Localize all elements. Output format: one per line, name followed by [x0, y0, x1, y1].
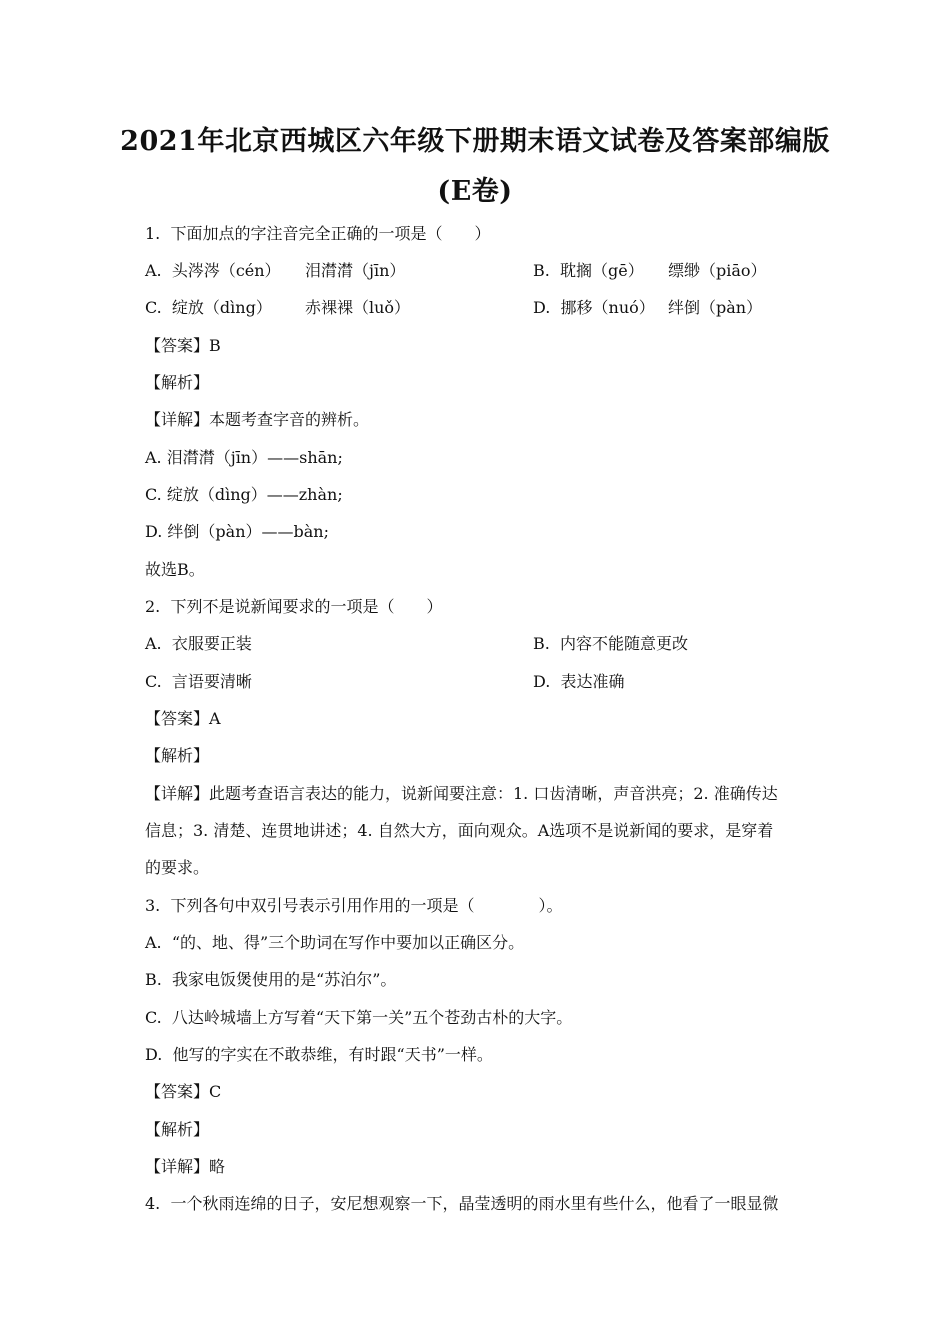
question-1-stem: 1. 下面加点的字注音完全正确的一项是（ ） — [145, 224, 491, 243]
q1-option-b1: B. 耽搁（gē） — [533, 261, 644, 280]
q3-answer: 【答案】C — [145, 1082, 222, 1101]
q2-option-b: B. 内容不能随意更改 — [533, 634, 689, 653]
q2-option-d: D. 表达准确 — [533, 672, 625, 691]
q3-option-a: A. “的、地、得”三个助词在写作中要加以正确区分。 — [145, 933, 525, 952]
q2-detail-2: 信息；3. 清楚、连贯地讲述；4. 自然大方，面向观众。A选项不是说新闻的要求，是穿着 — [145, 821, 774, 840]
title-line-1: 2021年北京西城区六年级下册期末语文试卷及答案部编版 — [120, 126, 830, 157]
q1-detail-d: D. 绊倒（pàn）——bàn; — [145, 522, 329, 541]
q1-analysis: 【解析】 — [145, 373, 210, 392]
q1-option-c2: 赤裸裸（luǒ） — [305, 298, 411, 317]
q1-option-a2: 泪潸潸（jīn） — [305, 261, 406, 280]
q1-option-d2: 绊倒（pàn） — [668, 298, 763, 317]
q1-option-d1: D. 挪移（nuó） — [533, 298, 655, 317]
q1-option-b2: 缥缈（piāo） — [668, 261, 767, 280]
q1-answer: 【答案】B — [145, 336, 221, 355]
q1-detail-a: A. 泪潸潸（jīn）——shān; — [145, 448, 343, 467]
q3-detail: 【详解】略 — [145, 1157, 226, 1176]
question-3-stem: 3. 下列各句中双引号表示引用作用的一项是（ ）。 — [145, 896, 563, 915]
q1-conclusion: 故选B。 — [145, 560, 205, 579]
q3-option-c: C. 八达岭城墙上方写着“天下第一关”五个苍劲古朴的大字。 — [145, 1008, 573, 1027]
q1-option-c1: C. 绽放（dìng） — [145, 298, 272, 317]
q2-detail-1: 【详解】此题考查语言表达的能力，说新闻要注意：1. 口齿清晰，声音洪亮；2. 准确传达 — [145, 784, 778, 803]
title-line-2: (E卷) — [437, 176, 513, 207]
q2-option-c: C. 言语要清晰 — [145, 672, 252, 691]
q1-option-a1: A. 头涔涔（cén） — [145, 261, 281, 280]
question-4-stem: 4. 一个秋雨连绵的日子，安尼想观察一下，晶莹透明的雨水里有些什么，他看了一眼显微 — [145, 1194, 779, 1213]
q2-answer: 【答案】A — [145, 709, 221, 728]
q3-option-d: D. 他写的字实在不敢恭维，有时跟“天书”一样。 — [145, 1045, 493, 1064]
q3-analysis: 【解析】 — [145, 1120, 210, 1139]
q2-option-a: A. 衣服要正装 — [145, 634, 252, 653]
q3-option-b: B. 我家电饭煲使用的是“苏泊尔”。 — [145, 970, 397, 989]
q1-detail-c: C. 绽放（dìng）——zhàn; — [145, 485, 343, 504]
question-2-stem: 2. 下列不是说新闻要求的一项是（ ） — [145, 597, 443, 616]
q1-detail: 【详解】本题考查字音的辨析。 — [145, 410, 370, 429]
q2-detail-3: 的要求。 — [145, 858, 210, 877]
q2-analysis: 【解析】 — [145, 746, 210, 765]
